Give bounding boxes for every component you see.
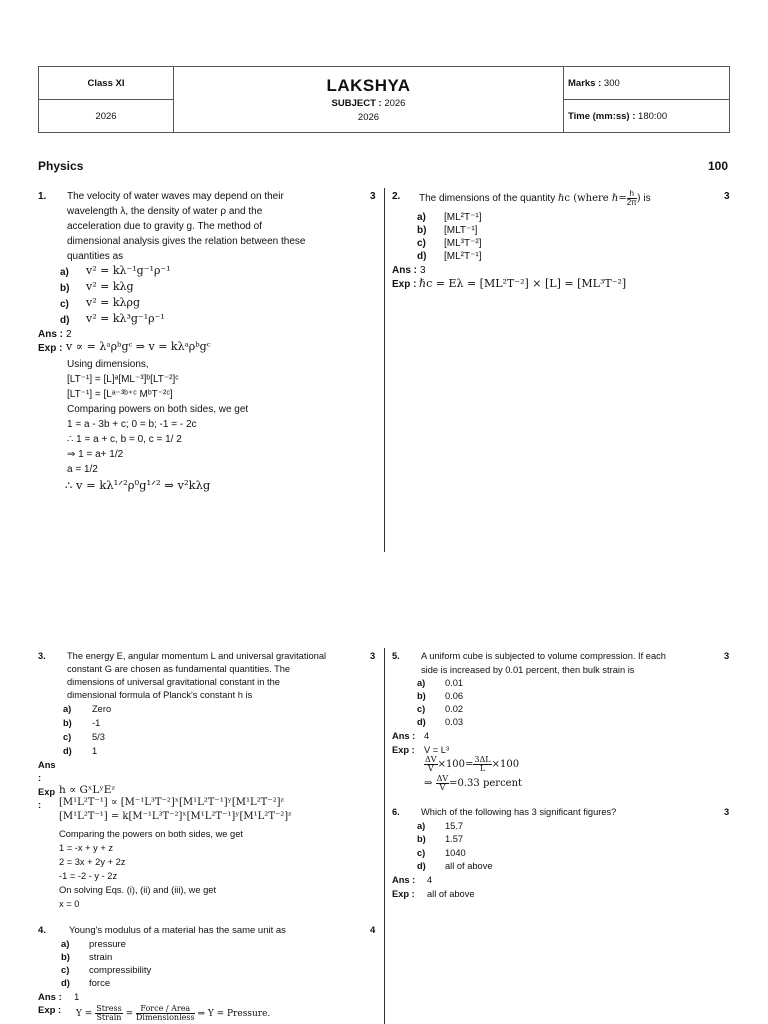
q2-option-c-label: c) [417,238,426,249]
q3-option-c[interactable]: 5/3 [92,732,105,742]
q3-exp-colon: : [38,800,42,810]
q2-option-a[interactable]: [ML²T⁻¹] [444,212,482,223]
q1-exp-line-3: [LT⁻¹] = [Lᵃ⁻³ᵇ⁺ᶜ MᵇT⁻²ᶜ] [67,389,173,400]
q5-option-c[interactable]: 0.02 [445,704,464,714]
q2-stem-fraction: $\frac{h}{2\pi}$ [626,189,637,207]
q3-line-1: The energy E, angular momentum L and universal gravitational [67,651,327,661]
q6-option-b-label: b) [417,834,426,844]
q4-exp-post: ⇒ Y = Pressure. [197,1009,271,1019]
q3-line-3: dimensions of universal gravitational constant in the [67,677,280,687]
q3-ans-label: Ans [38,760,56,770]
q3-marks: 3 [370,651,376,661]
q1-option-b-label: b) [60,283,70,294]
q4-option-d-label: d) [61,978,70,989]
time-cell [564,100,730,133]
marks-cell [564,67,730,100]
q2-marks: 3 [724,191,730,202]
q2-option-d-label: d) [417,251,427,262]
q4-option-b-label: b) [61,952,70,963]
q1-option-a[interactable]: v² = kλ⁻¹g⁻¹ρ⁻¹ [86,264,171,277]
q5-option-c-label: c) [417,704,426,714]
q1-line-5: quantities as [67,251,124,262]
q3-option-a-label: a) [63,704,72,714]
q1-exp-line-8: a = 1/2 [67,464,98,475]
q3-exp-line-5: On solving Eqs. (i), (ii) and (iii), we get [59,885,217,895]
q1-option-c[interactable]: v² = kλρg [86,296,140,309]
q6-option-c-label: c) [417,848,426,858]
q1-exp-line-6: ∴ 1 = a + c, b = 0, c = 1/ 2 [67,434,182,445]
q1-exp-line-7: ⇒ 1 = a+ 1/2 [67,449,124,460]
q3-exp-label: Exp [38,787,56,797]
q1-number: 1. [38,191,47,202]
subject-value: 2026 [384,98,406,109]
q3-exp-line-4: -1 = -2 - y - 2z [59,871,118,881]
q4-exp-fraction-2: $\frac{\text{Force / Area}}{\text{Dimensionless}}$ [135,1004,195,1022]
q5-exp-label: Exp : [392,745,415,755]
q2-ans: 3 [420,265,426,276]
page-title: LAKSHYA [326,76,411,95]
q1-exp-first: v ∝ = λᵃρᵇgᶜ ⇒ v = kλᵃρᵇgᶜ [66,340,211,353]
q4-option-d[interactable]: force [89,978,111,989]
section-marks: 100 [707,159,728,173]
q1-ans-label: Ans : [38,329,63,340]
q3-exp-first: h ∝ GˣLʸEᶻ [59,784,115,796]
q3-exp-line-2: 1 = -x + y + z [59,843,113,853]
time-value: 180:00 [638,110,668,122]
q3-option-c-label: c) [63,732,72,742]
q5-exp-line-2: ⇒ $\frac{\Delta V}{V}$ =0.33 percent [424,774,523,792]
q1-line-1: The velocity of water waves may depend on their [67,191,284,202]
q6-option-c[interactable]: 1040 [445,848,466,858]
marks-value: 300 [603,77,620,89]
header-table [38,66,730,133]
q5-option-a-label: a) [417,678,426,688]
q4-stem: Young's modulus of a material has the same unit as [69,925,286,936]
q3-line-4: dimensional formula of Planck's constant h is [67,690,253,700]
q5-number: 5. [392,651,400,661]
q3-exp-eq1: [M¹L²T⁻¹] ∝ [M⁻¹L³T⁻²]ˣ[M¹L²T⁻¹]ʸ[M¹L²T⁻²]ᶻ [59,797,284,808]
marks-label: Marks : [568,77,602,89]
q3-option-d[interactable]: 1 [92,746,98,756]
q1-line-4: dimensional analysis gives the relation between these [67,236,306,247]
q2-option-b-label: b) [417,225,427,236]
q5-line-1: A uniform cube is subjected to volume compression. If each [421,651,666,661]
q5-marks: 3 [724,651,730,661]
q1-option-d-label: d) [60,315,70,326]
q1-line-2: wavelength λ, the density of water ρ and the [67,206,263,217]
q2-number: 2. [392,191,401,202]
q4-exp-equals: = [125,1009,134,1019]
q3-exp-line-6: x = 0 [59,899,80,909]
q3-exp-eq2: [M¹L²T⁻¹] = k[M⁻¹L³T⁻²]ˣ[M¹L²T⁻¹]ʸ[M¹L²T⁻²]ᶻ [59,811,292,822]
q2-option-b[interactable]: [MLT⁻¹] [444,225,478,236]
q4-option-a-label: a) [61,939,70,950]
time-label: Time (mm:ss) : [568,110,636,122]
q4-option-c[interactable]: compressibility [89,965,152,976]
q4-option-b[interactable]: strain [89,952,113,963]
q4-ans-label: Ans : [38,992,62,1003]
q6-option-a[interactable]: 15.7 [445,821,464,831]
q1-ans: 2 [66,329,72,340]
q3-option-b[interactable]: -1 [92,718,101,728]
q2-stem-post: is [640,193,651,205]
q2-option-c[interactable]: [ML³T⁻²] [444,238,482,249]
q3-exp-line-3: 2 = 3x + 2y + 2z [59,857,126,867]
q1-exp-line-5: 1 = a - 3b + c; 0 = b; -1 = - 2c [67,419,197,430]
q2-stem-pre: The dimensions of the quantity [419,193,558,205]
class-label: Class XI [39,67,174,100]
q5-line-2: side is increased by 0.01 percent, then bulk strain is [421,665,635,675]
q1-exp-line-4: Comparing powers on both sides, we get [67,404,249,415]
q4-exp [76,1005,270,1022]
q6-option-d[interactable]: all of above [445,861,493,871]
q4-option-c-label: c) [61,965,70,976]
column-divider-top [384,188,385,552]
q4-marks: 4 [370,925,376,936]
section-name: Physics [38,159,84,173]
q6-stem: Which of the following has 3 significant figures? [421,807,617,817]
q2-exp-label: Exp : [392,279,417,290]
q4-exp-fraction-1: $\frac{\text{Stress}}{\text{Strain}}$ [96,1004,122,1022]
subject-line2: 2026 [357,112,380,123]
q5-option-d-label: d) [417,717,426,727]
q2-ans-label: Ans : [392,265,417,276]
q2-option-d[interactable]: [ML²T⁻¹] [444,251,482,262]
q2-option-a-label: a) [417,212,426,223]
q3-exp-line-1: Comparing the powers on both sides, we get [59,829,243,839]
q6-ans-label: Ans : [392,875,416,885]
q3-option-b-label: b) [63,718,72,728]
q5-option-a[interactable]: 0.01 [445,678,464,688]
q6-number: 6. [392,807,400,817]
q2-stem [419,190,651,207]
q6-option-a-label: a) [417,821,426,831]
q5-exp-first: V = L³ [424,745,450,755]
q5-option-b-label: b) [417,691,426,701]
q1-option-a-label: a) [60,267,69,278]
q3-line-2: constant G are chosen as fundamental quantities. The [67,664,291,674]
column-divider-bottom [384,648,385,1024]
q1-option-b[interactable]: v² = kλg [86,280,134,293]
q1-exp-label: Exp : [38,343,63,354]
subject-label: SUBJECT : [331,98,382,109]
q4-ans: 1 [74,992,80,1003]
q3-option-d-label: d) [63,746,72,756]
q4-exp-y: Y = [76,1009,93,1019]
q4-number: 4. [38,925,46,936]
q1-marks: 3 [370,191,376,202]
q5-ans: 4 [424,731,430,741]
q3-ans-colon: : [38,773,42,783]
title-cell [174,67,564,133]
q6-option-b[interactable]: 1.57 [445,834,464,844]
q1-option-c-label: c) [60,299,69,310]
q1-exp-line-1: Using dimensions, [67,359,149,370]
q2-stem-close: ) [636,193,641,205]
q6-marks: 3 [724,807,730,817]
q3-number: 3. [38,651,46,661]
q4-option-a[interactable]: pressure [89,939,126,950]
q5-option-b[interactable]: 0.06 [445,691,464,701]
q2-stem-math: ℏc (where ℏ= [557,193,627,205]
q5-option-d[interactable]: 0.03 [445,717,464,727]
q3-option-a[interactable]: Zero [92,704,112,714]
q6-exp-label: Exp : [392,889,415,899]
q6-ans: 4 [427,875,433,885]
year-left: 2026 [39,100,174,133]
q1-exp-last: ∴ v = kλ¹ᐟ²ρ⁰g¹ᐟ² ⇒ v²kλg [65,478,211,492]
q1-line-3: acceleration due to gravity g. The method of [67,221,262,232]
q6-option-d-label: d) [417,861,426,871]
q1-exp-line-2: [LT⁻¹] = [L]ᵃ[ML⁻³]ᵇ[LT⁻²]ᶜ [67,374,179,385]
q5-ans-label: Ans : [392,731,416,741]
q1-option-d[interactable]: v² = kλ³g⁻¹ρ⁻¹ [86,312,165,325]
q2-exp: ℏc = Eλ = [ML²T⁻²] × [L] = [ML³T⁻²] [419,277,627,290]
q6-exp: all of above [427,889,475,899]
q5-exp-line-1: $\frac{\Delta V}{V}$ ×100= $\frac{3\Delta L}{L}$ ×100 [425,755,520,773]
q4-exp-label: Exp : [38,1005,62,1016]
